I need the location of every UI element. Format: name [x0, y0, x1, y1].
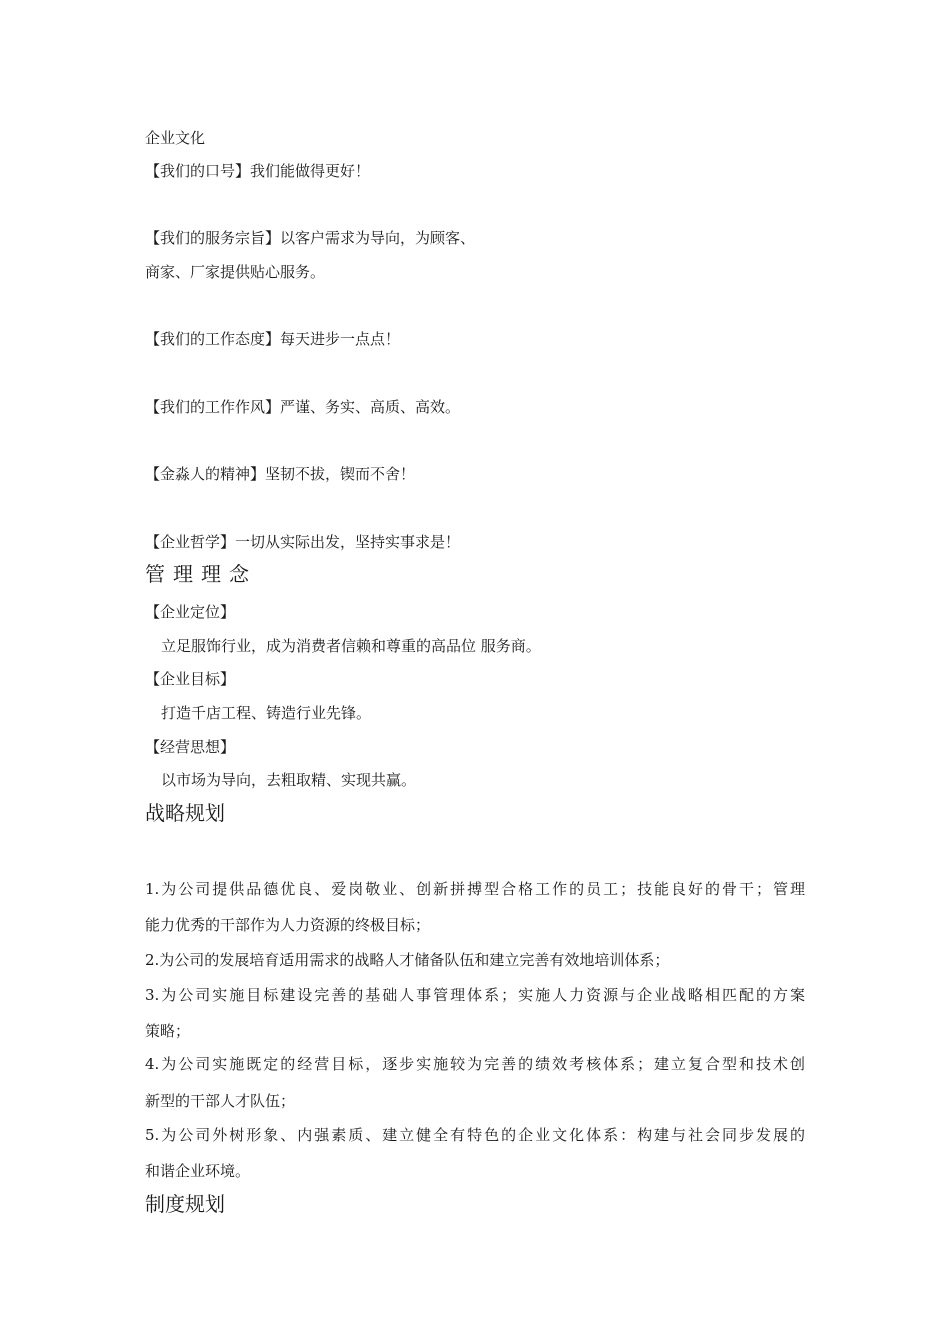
goal-text: 打造千店工程、铸造行业先锋。 — [161, 704, 372, 722]
system-heading: 制度规划 — [145, 1192, 225, 1216]
strategy-item-5b: 和谐企业环境。 — [145, 1162, 251, 1180]
spirit-line: 【金淼人的精神】坚韧不拔，锲而不舍！ — [145, 465, 416, 483]
strategy-item-2: 2.为公司的发展培育适用需求的战略人才储备队伍和建立完善有效地培训体系； — [145, 951, 670, 969]
thought-label: 【经营思想】 — [145, 738, 236, 756]
goal-label: 【企业目标】 — [145, 670, 236, 688]
style-line: 【我们的工作作风】严谨、务实、高质、高效。 — [145, 398, 461, 416]
positioning-label: 【企业定位】 — [145, 603, 236, 621]
philosophy-line: 【企业哲学】一切从实际出发，坚持实事求是！ — [145, 533, 461, 551]
strategy-item-5a: 5.为公司外树形象、内强素质、建立健全有特色的企业文化体系：构建与社会同步发展的 — [145, 1126, 805, 1144]
attitude-line: 【我们的工作态度】每天进步一点点！ — [145, 330, 401, 348]
management-heading: 管理理念 — [145, 562, 257, 586]
strategy-item-3a: 3.为公司实施目标建设完善的基础人事管理体系；实施人力资源与企业战略相匹配的方案 — [145, 986, 805, 1004]
strategy-heading: 战略规划 — [145, 801, 225, 825]
strategy-item-3b: 策略； — [145, 1022, 191, 1040]
strategy-item-4b: 新型的干部人才队伍； — [145, 1092, 296, 1110]
thought-text: 以市场为导向，去粗取精、实现共赢。 — [161, 771, 417, 789]
culture-heading: 企业文化 — [145, 129, 206, 147]
service-line-1: 【我们的服务宗旨】以客户需求为导向，为顾客、 — [145, 229, 476, 247]
strategy-item-1a: 1.为公司提供品德优良、爱岗敬业、创新拼搏型合格工作的员工；技能良好的骨干；管理 — [145, 880, 805, 898]
strategy-item-1b: 能力优秀的干部作为人力资源的终极目标； — [145, 916, 431, 934]
service-line-2: 商家、厂家提供贴心服务。 — [145, 263, 326, 281]
slogan-line: 【我们的口号】我们能做得更好！ — [145, 162, 371, 180]
positioning-text: 立足服饰行业，成为消费者信赖和尊重的高品位 服务商。 — [161, 637, 541, 655]
strategy-item-4a: 4.为公司实施既定的经营目标，逐步实施较为完善的绩效考核体系；建立复合型和技术创 — [145, 1055, 805, 1073]
